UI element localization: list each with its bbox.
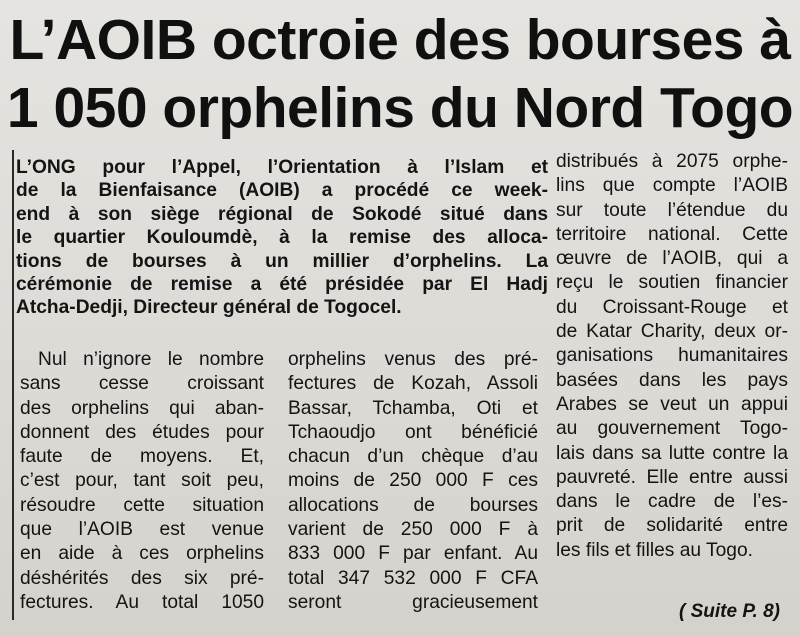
column-line: moins de 250 000 F ces	[288, 470, 538, 492]
column-line: Tchaoudjo ont bénéficié	[288, 421, 538, 443]
column-line: lais dans sa lutte contre la	[556, 442, 788, 464]
lead-line: end à son siège régional de Sokodé situé dans	[16, 203, 548, 225]
column-line: chacun d’un chèque d’au	[288, 446, 538, 468]
lead-line: tions de bourses à un millier d’orphelins. La	[16, 250, 548, 272]
column-line: pauvreté. Elle entre aussi	[556, 466, 788, 488]
column-line: du Croissant-Rouge et	[556, 296, 788, 318]
column-line: fectures. Au total 1050	[20, 591, 264, 613]
column-line: déshérités des six pré-	[20, 567, 264, 589]
column-line: des orphelins qui aban-	[20, 397, 264, 419]
column-line: allocations de bourses	[288, 494, 538, 516]
lead-line: L’ONG pour l’Appel, l’Orientation à l’Islam et	[16, 157, 548, 178]
column-rule	[12, 150, 14, 620]
column-line: total 347 532 000 F CFA	[288, 567, 538, 589]
body-column-3	[556, 150, 788, 563]
column-line: varient de 250 000 F à	[288, 519, 538, 541]
column-line: sans cesse croissant	[20, 373, 264, 395]
lead-paragraph	[16, 156, 548, 320]
column-line: prit de solidarité entre	[556, 515, 788, 537]
headline	[0, 6, 800, 142]
body-column-2	[288, 348, 538, 615]
column-line: orphelins venus des pré-	[288, 349, 538, 370]
column-line: territoire national. Cette	[556, 223, 788, 245]
column-line: ganisations humanitaires	[556, 345, 788, 367]
column-line: de Katar Charity, deux or-	[556, 321, 788, 343]
column-line: distribués à 2075 orphe-	[556, 151, 788, 172]
column-line: reçu le soutien financier	[556, 272, 788, 294]
lead-line: Atcha-Dedji, Directeur général de Togocel.	[16, 297, 402, 319]
lead-line: de la Bienfaisance (AOIB) a procédé ce week-	[16, 180, 548, 202]
column-line: donnent des études pour	[20, 421, 264, 443]
column-line: œuvre de l’AOIB, qui a	[556, 248, 788, 270]
lead-line: cérémonie de remise a été présidée par El Hadj	[16, 273, 548, 295]
lead-line: le quartier Kouloumdè, à la remise des alloca-	[16, 227, 548, 249]
column-line: dans le cadre de l’es-	[556, 491, 788, 513]
body-column-1	[20, 348, 264, 615]
column-line: basées dans les pays	[556, 369, 788, 391]
column-line: Arabes se veut un appui	[556, 393, 788, 415]
column-line: au gouvernement Togo-	[556, 418, 788, 440]
column-line: que l’AOIB est venue	[20, 519, 264, 541]
column-line: seront gracieusement	[288, 591, 538, 613]
column-line: les fils et filles au Togo.	[556, 539, 753, 561]
column-line: Nul n’ignore le nombre	[38, 349, 264, 370]
column-line: 833 000 F par enfant. Au	[288, 543, 538, 565]
column-line: fectures de Kozah, Assoli	[288, 373, 538, 395]
column-line: en aide à ces orphelins	[20, 543, 264, 565]
headline-line-1: L’AOIB octroie des bourses à	[9, 8, 791, 72]
column-line: lins que compte l’AOIB	[556, 175, 788, 197]
headline-line-2: 1 050 orphelins du Nord Togo	[6, 76, 794, 140]
column-line: c’est pour, tant soit peu,	[20, 470, 264, 492]
column-line: faute de moyens. Et,	[20, 446, 264, 468]
continuation-note: ( Suite P. 8)	[678, 601, 780, 622]
column-line: sur toute l’étendue du	[556, 199, 788, 221]
column-line: résoudre cette situation	[20, 494, 264, 516]
column-line: Bassar, Tchamba, Oti et	[288, 397, 538, 419]
